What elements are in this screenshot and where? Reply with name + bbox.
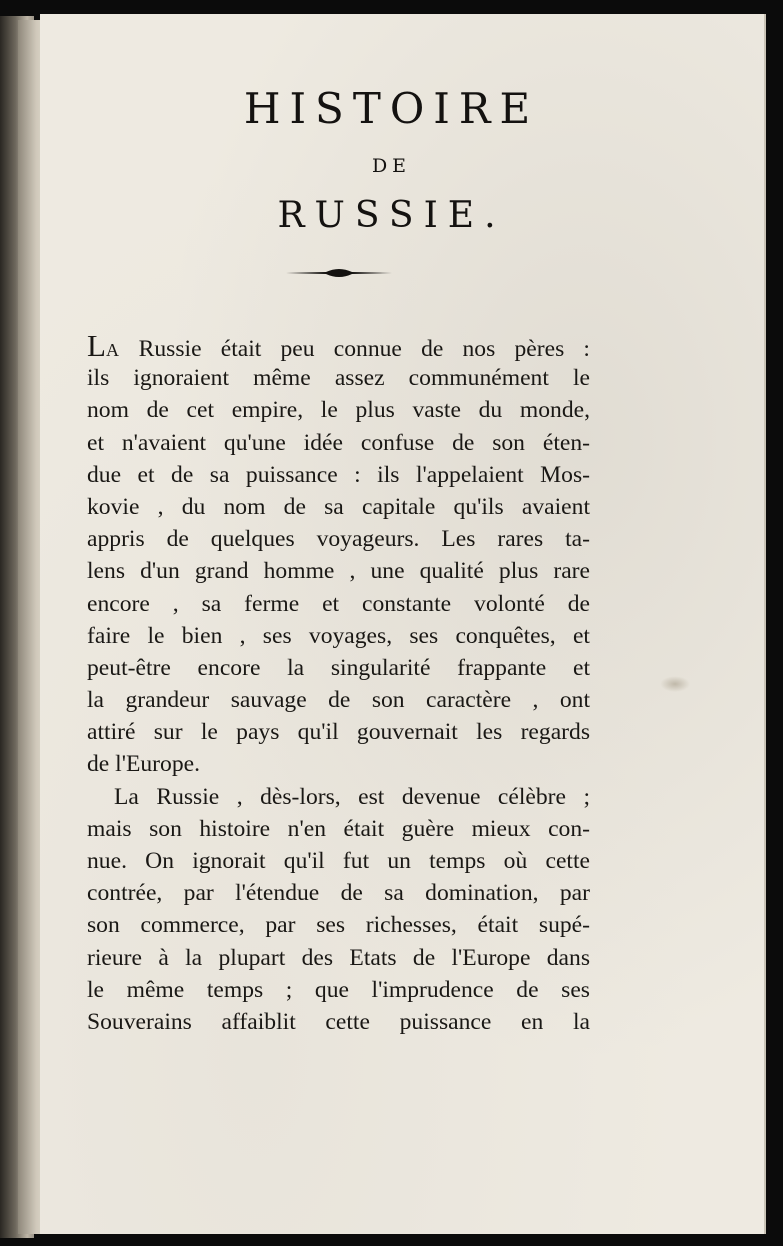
paragraph-1-line-3: nom de cet empire, le plus vaste du monde, <box>87 397 590 424</box>
small-cap: A <box>105 340 120 360</box>
paragraph-1-line-7: appris de quelques voyageurs. Les rares ta- <box>87 526 590 553</box>
paragraph-1-line-14: de l'Europe. <box>87 751 201 778</box>
paragraph-2-line-2: mais son histoire n'en était guère mieux con- <box>87 815 590 842</box>
paragraph-2-line-7: le même temps ; que l'imprudence de ses <box>87 976 590 1003</box>
body-text <box>87 330 590 1038</box>
paragraph-2-line-4: contrée, par l'étendue de sa domination, par <box>87 880 590 907</box>
paragraph-2-line-1: La Russie , dès-lors, est devenue célèbre ; <box>114 783 590 810</box>
paragraph-2-line-3: nue. On ignorait qu'il fut un temps où cette <box>87 848 590 874</box>
paragraph-1-line-1 <box>87 330 590 362</box>
paragraph-1-line-4: et n'avaient qu'une idée confuse de son éten- <box>87 429 590 456</box>
title-histoire: HISTOIRE <box>243 84 540 133</box>
paragraph-2-line-6: rieure à la plupart des Etats de l'Europe dans <box>87 944 590 971</box>
ornament-rule-icon <box>286 266 392 280</box>
paragraph-1-line-13: attiré sur le pays qu'il gouvernait les regards <box>87 719 590 746</box>
title-de: DE <box>371 155 412 177</box>
paragraph-1-line-12: la grandeur sauvage de son caractère , ont <box>87 687 590 714</box>
paper-smudge <box>660 676 690 692</box>
paragraph-2-line-5: son commerce, par ses richesses, était supé- <box>87 912 590 939</box>
paragraph-1-line-6: kovie , du nom de sa capitale qu'ils avaient <box>87 493 590 520</box>
paragraph-1-line-10: faire le bien , ses voyages, ses conquêtes, et <box>87 622 590 649</box>
paragraph-1-line-11: peut-être encore la singularité frappante et <box>87 654 590 681</box>
paragraph-1-line-9: encore , sa ferme et constante volonté de <box>87 590 590 617</box>
paragraph-1-line-2: ils ignoraient même assez communément le <box>87 365 590 392</box>
paragraph-1-line-5: due et de sa puissance : ils l'appelaient Mos- <box>87 461 590 488</box>
paragraph-1-line-8: lens d'un grand homme , une qualité plus rare <box>87 558 590 585</box>
drop-cap: L <box>87 328 106 363</box>
title-russie: RUSSIE. <box>277 195 506 236</box>
line-text: Russie était peu connue de nos pères : <box>119 336 590 362</box>
paragraph-2-line-8: Souverains affaiblit cette puissance en la <box>87 1008 590 1035</box>
